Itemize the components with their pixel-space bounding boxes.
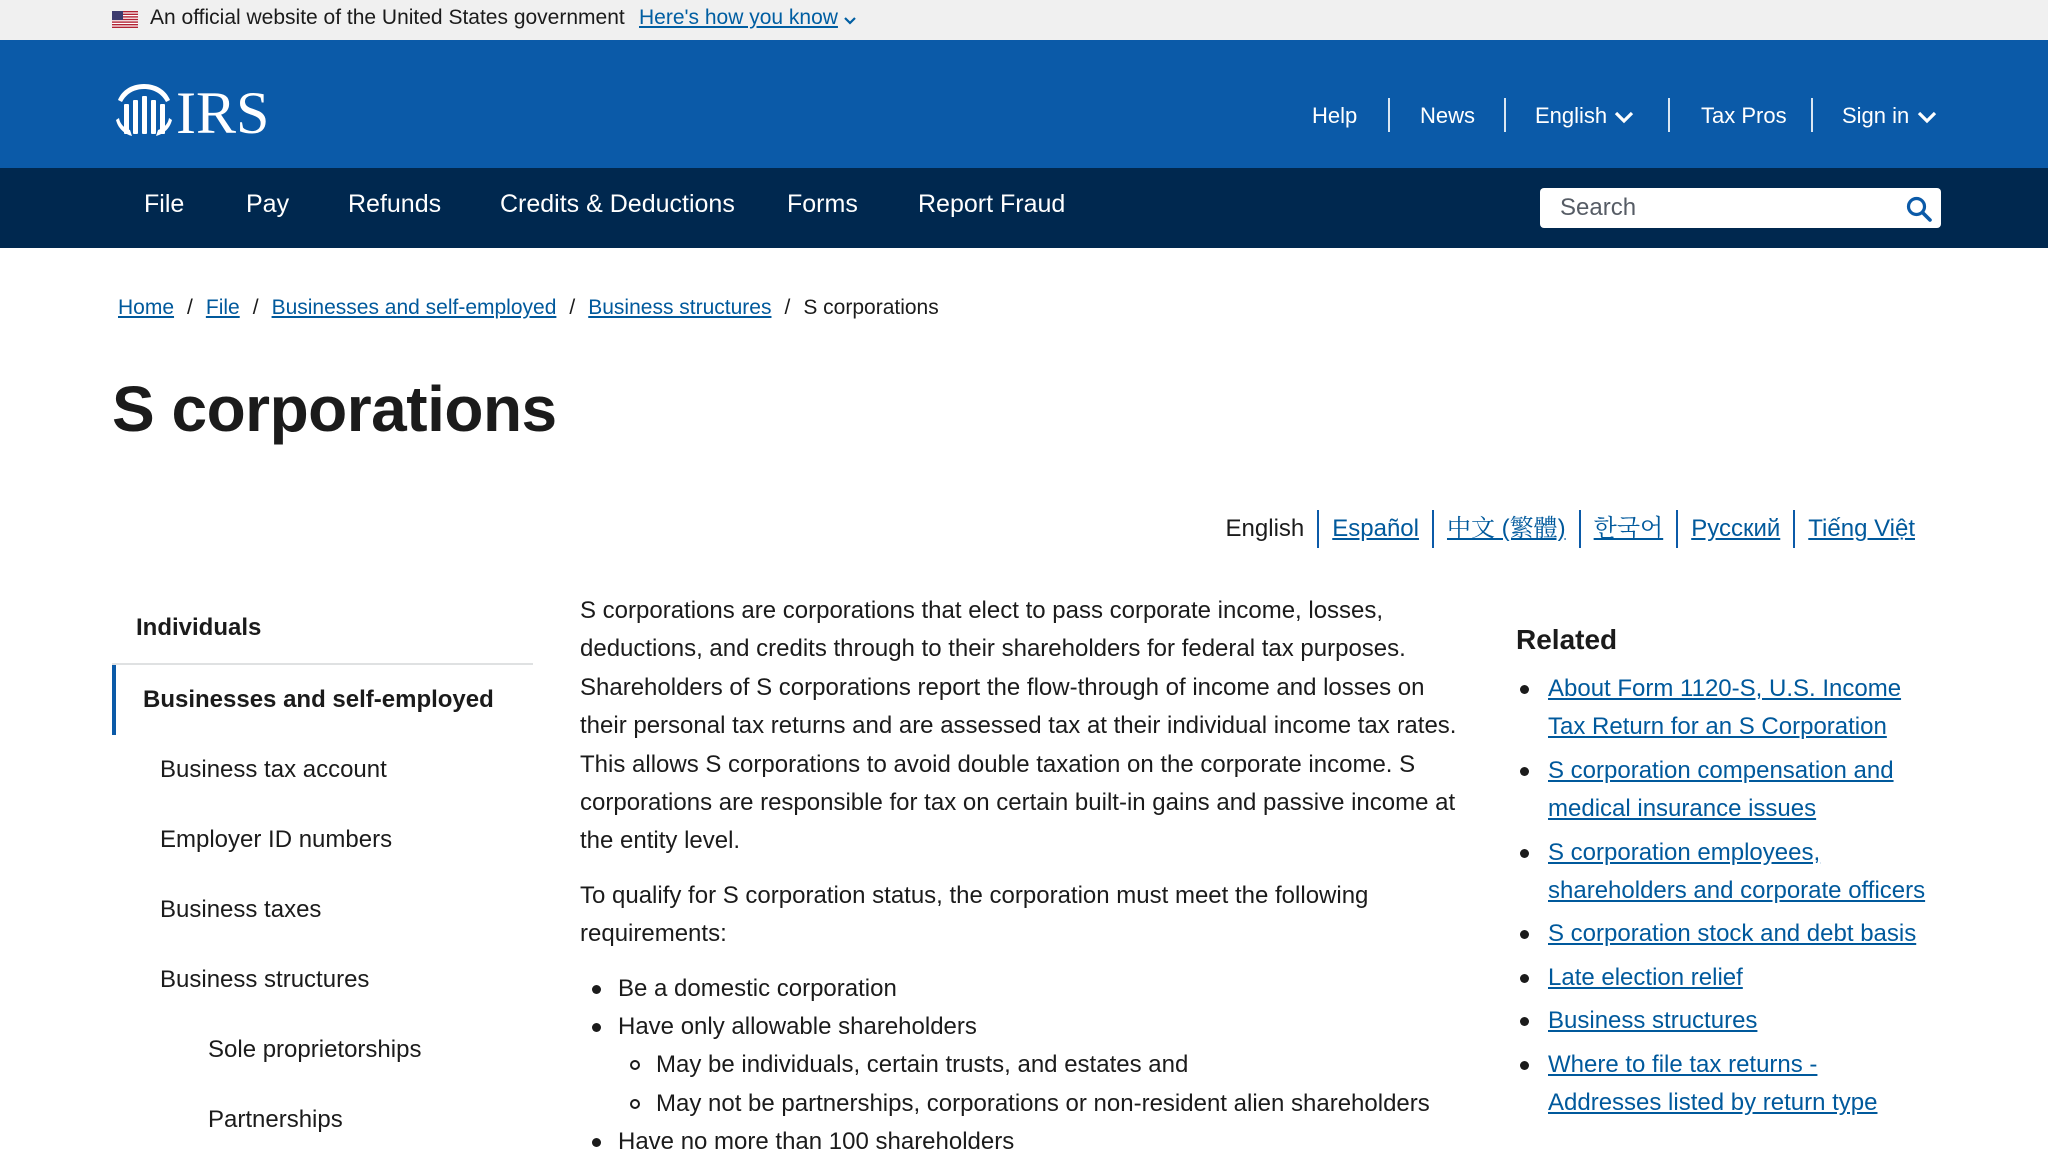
list-item bbox=[1516, 1046, 1936, 1123]
bullet-icon bbox=[1520, 685, 1529, 694]
sub-requirements-list bbox=[618, 1046, 1460, 1123]
page-title: S corporations bbox=[112, 373, 557, 445]
language-chinese[interactable]: 中文 (繁體) bbox=[1432, 510, 1579, 548]
list-item bbox=[618, 1046, 1460, 1084]
sidebar-item-individuals[interactable]: Individuals bbox=[136, 614, 262, 641]
related-link[interactable]: Where to file tax returns - Addresses listed by return type bbox=[1548, 1050, 1878, 1117]
requirements-list bbox=[580, 970, 1460, 1152]
breadcrumb-separator: / bbox=[784, 296, 791, 319]
sidebar-item-sole-proprietorships[interactable]: Sole proprietorships bbox=[208, 1036, 422, 1063]
breadcrumb-current: S corporations bbox=[803, 296, 939, 319]
requirement-text: May be individuals, certain trusts, and estates and bbox=[656, 1051, 1189, 1079]
sidebar-item-partnerships[interactable]: Partnerships bbox=[208, 1106, 343, 1133]
requirement-text: Have only allowable shareholders bbox=[618, 1013, 977, 1041]
list-item bbox=[1516, 1002, 1936, 1040]
irs-logo-text: IRS bbox=[176, 80, 270, 138]
search-icon[interactable] bbox=[1905, 195, 1933, 223]
requirement-text: Be a domestic corporation bbox=[618, 974, 897, 1002]
site-header bbox=[0, 40, 2048, 168]
nav-refunds[interactable]: Refunds bbox=[348, 190, 442, 218]
list-item bbox=[1516, 915, 1936, 953]
breadcrumb-file[interactable]: File bbox=[205, 296, 240, 319]
nav-forms[interactable]: Forms bbox=[787, 190, 858, 218]
bullet-icon bbox=[1520, 849, 1529, 858]
main-content bbox=[580, 592, 1460, 1152]
list-item bbox=[1516, 752, 1936, 829]
list-item bbox=[580, 970, 1460, 1008]
nav-pay[interactable]: Pay bbox=[246, 190, 290, 218]
language-selector bbox=[1213, 510, 1928, 548]
list-item bbox=[580, 1008, 1460, 1123]
sidebar-item-business-taxes[interactable]: Business taxes bbox=[160, 896, 322, 923]
search-box bbox=[1540, 188, 1941, 228]
list-item bbox=[1516, 834, 1936, 911]
breadcrumb bbox=[118, 296, 939, 320]
sidebar-nav bbox=[112, 593, 533, 1152]
gov-banner bbox=[0, 0, 2048, 40]
main-navigation bbox=[0, 168, 2048, 248]
related-links bbox=[1516, 624, 1936, 1127]
language-spanish[interactable]: Español bbox=[1317, 510, 1432, 548]
bullet-icon bbox=[1520, 1017, 1529, 1026]
help-link[interactable]: Help bbox=[1312, 103, 1358, 128]
intro-paragraph: S corporations are corporations that elect to pass corporate income, losses, deductions, and credits through to their shareholders for federal tax purposes. Shareholders of S corporations report the flow-through of income and losses on their personal tax returns and are assessed tax at their individual income tax rates. This allows S corporations to avoid double taxation on the corporate income. S corporations are responsible for tax on certain built-in gains and passive income at the entity level. bbox=[580, 597, 1457, 855]
breadcrumb-businesses[interactable]: Businesses and self-employed bbox=[271, 296, 557, 319]
heres-how-you-know-link[interactable]: Here's how you know bbox=[639, 6, 838, 29]
bullet-icon bbox=[592, 1138, 601, 1147]
language-current: English bbox=[1225, 515, 1305, 542]
us-flag-icon bbox=[112, 11, 138, 28]
breadcrumb-separator: / bbox=[252, 296, 259, 319]
bullet-icon bbox=[1520, 1061, 1529, 1070]
irs-logo[interactable] bbox=[114, 80, 284, 138]
circle-bullet-icon bbox=[630, 1099, 640, 1109]
related-list bbox=[1516, 670, 1936, 1122]
requirements-intro: To qualify for S corporation status, the corporation must meet the following requirements: bbox=[580, 881, 1369, 948]
related-link[interactable]: S corporation stock and debt basis bbox=[1548, 920, 1917, 948]
sidebar-item-employer-id-numbers[interactable]: Employer ID numbers bbox=[160, 826, 393, 853]
sidebar-item-business-structures[interactable]: Business structures bbox=[160, 966, 370, 993]
bullet-icon bbox=[592, 985, 601, 994]
related-link[interactable]: About Form 1120-S, U.S. Income Tax Return for an S Corporation bbox=[1548, 675, 1902, 741]
language-russian[interactable]: Русский bbox=[1676, 510, 1793, 548]
language-korean[interactable]: 한국어 bbox=[1579, 510, 1677, 548]
sidebar-item-businesses[interactable]: Businesses and self-employed bbox=[112, 665, 533, 735]
sidebar-item-business-tax-account[interactable]: Business tax account bbox=[160, 756, 387, 783]
bullet-icon bbox=[1520, 767, 1529, 776]
bullet-icon bbox=[1520, 930, 1529, 939]
requirement-text: Have no more than 100 shareholders bbox=[618, 1128, 1015, 1152]
related-link[interactable]: S corporation compensation and medical insurance issues bbox=[1548, 756, 1894, 823]
nav-credits-deductions[interactable]: Credits & Deductions bbox=[500, 190, 735, 218]
sign-in-menu[interactable]: Sign in bbox=[1842, 103, 1910, 128]
list-item bbox=[1516, 670, 1936, 747]
bullet-icon bbox=[592, 1023, 601, 1032]
utility-divider bbox=[1668, 98, 1670, 132]
nav-file[interactable]: File bbox=[144, 190, 185, 218]
breadcrumb-home[interactable]: Home bbox=[118, 296, 175, 319]
list-item bbox=[580, 1123, 1460, 1152]
news-link[interactable]: News bbox=[1420, 103, 1476, 128]
related-title: Related bbox=[1516, 624, 1618, 655]
related-link[interactable]: Business structures bbox=[1548, 1007, 1758, 1035]
requirement-text: May not be partnerships, corporations or non-resident alien shareholders bbox=[656, 1089, 1430, 1117]
breadcrumb-separator: / bbox=[187, 296, 193, 319]
breadcrumb-separator: / bbox=[569, 296, 576, 319]
related-link[interactable]: Late election relief bbox=[1548, 963, 1743, 991]
search-input[interactable] bbox=[1540, 188, 1890, 228]
list-item bbox=[1516, 959, 1936, 997]
related-link[interactable]: S corporation employees, shareholders and corporate officers bbox=[1548, 838, 1926, 905]
language-menu[interactable]: English bbox=[1535, 103, 1608, 128]
circle-bullet-icon bbox=[630, 1060, 640, 1070]
breadcrumb-business-structures[interactable]: Business structures bbox=[588, 296, 772, 319]
utility-divider bbox=[1811, 98, 1813, 132]
list-item bbox=[618, 1085, 1460, 1123]
nav-report-fraud[interactable]: Report Fraud bbox=[918, 190, 1066, 218]
tax-pros-link[interactable]: Tax Pros bbox=[1701, 103, 1787, 128]
gov-banner-text: An official website of the United States government bbox=[150, 6, 625, 29]
language-vietnamese[interactable]: Tiếng Việt bbox=[1793, 510, 1928, 548]
utility-divider bbox=[1504, 98, 1506, 132]
utility-divider bbox=[1388, 98, 1390, 132]
chevron-down-icon[interactable] bbox=[1917, 110, 1937, 124]
bullet-icon bbox=[1520, 974, 1529, 983]
chevron-down-icon[interactable] bbox=[842, 12, 858, 28]
chevron-down-icon[interactable] bbox=[1614, 110, 1634, 124]
